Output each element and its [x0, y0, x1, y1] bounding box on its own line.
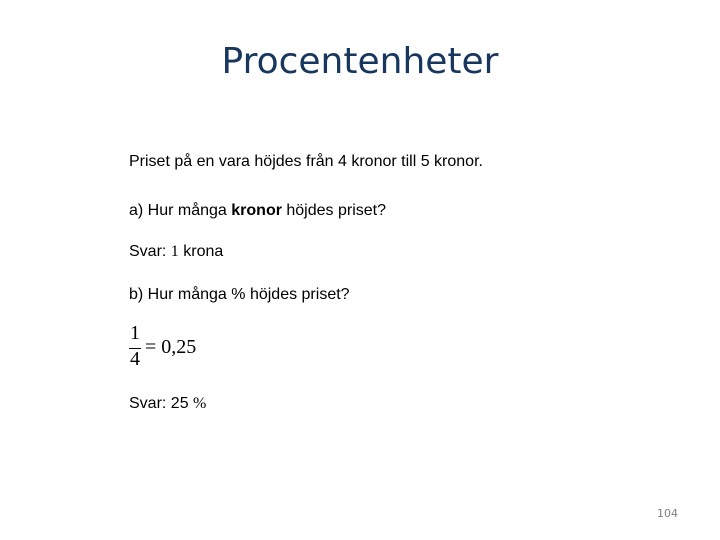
question-a-emphasis: kronor [231, 202, 282, 219]
question-b: b) Hur många % höjdes priset? [129, 286, 350, 303]
question-a-prefix: a) Hur många [129, 202, 232, 219]
answer-b-label: Svar: 25 [129, 395, 194, 412]
page-number: 104 [657, 507, 678, 520]
answer-a [129, 242, 223, 262]
answer-a-value: 1 [170, 243, 179, 260]
problem-statement: Priset på en vara höjdes från 4 kronor till 5 kronor. [129, 153, 483, 170]
answer-a-label: Svar: [129, 243, 171, 260]
question-a-suffix: höjdes priset? [281, 202, 386, 219]
question-a [129, 201, 386, 221]
calculation-fraction [129, 322, 219, 372]
fraction-denominator: 4 [130, 348, 140, 370]
slide-title: Procentenheter [221, 41, 499, 82]
calculation-result: = 0,25 [145, 336, 197, 358]
answer-b-unit: % [193, 395, 207, 412]
answer-b [129, 394, 206, 414]
answer-a-unit: krona [178, 243, 224, 260]
fraction-numerator: 1 [130, 322, 140, 344]
